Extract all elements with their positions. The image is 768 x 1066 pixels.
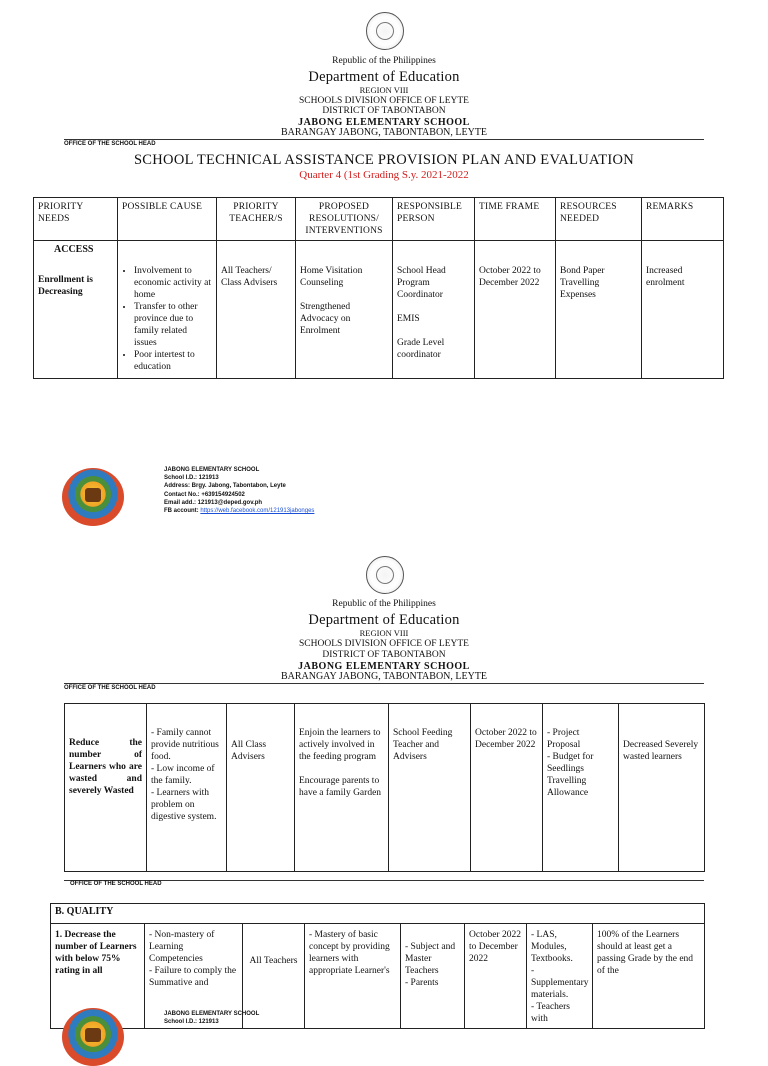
cell-remarks (619, 704, 705, 872)
header-region-2: REGION VIII (359, 628, 409, 638)
header-address: BARANGAY JABONG, TABONTABON, LEYTE (280, 127, 488, 138)
footer-email: Email add.: 121913@deped.gov.ph (164, 499, 263, 506)
footer-school-2: JABONG ELEMENTARY SCHOOL (164, 1011, 260, 1017)
footer-address: Address: Brgy. Jabong, Tabontabon, Leyte (164, 483, 286, 490)
cell-resolutions (296, 241, 393, 379)
col-remarks: REMARKS (642, 198, 724, 241)
cell-resolutions (305, 924, 401, 1029)
col-priority-teachers: PRIORITY TEACHER/S (217, 198, 296, 241)
causes-text: - Non-mastery of Learning Competencies - Failure to comply the Summative and (149, 930, 237, 988)
persons-text: - Subject and Master Teachers - Parents (405, 942, 456, 988)
table-row (34, 241, 724, 379)
teachers-text: All Teachers/ Class Advisers (221, 266, 278, 288)
persons-text: School Feeding Teacher and Advisers (393, 728, 453, 762)
time-text: October 2022 to December 2022 (479, 266, 541, 288)
cell-need (34, 241, 118, 379)
cell-time (475, 241, 556, 379)
school-logo-2 (62, 1008, 124, 1066)
cell-teachers (217, 241, 296, 379)
cell-time (465, 924, 527, 1029)
remarks-text: 100% of the Learners should at least get a passing Grade by the end of the (597, 930, 694, 976)
cell-remarks (593, 924, 705, 1029)
remarks-text: Increased enrolment (646, 266, 685, 288)
teachers-text: All Teachers (249, 956, 298, 966)
list-item: • Involvement to economic activity at home (134, 265, 212, 301)
cell-causes (147, 704, 227, 872)
time-text: October 2022 to December 2022 (475, 728, 537, 750)
remarks-text: Decreased Severely wasted learners (623, 740, 699, 762)
footer-school-id: School I.D.: 121913 (164, 475, 219, 482)
fb-label: FB account: (164, 508, 201, 515)
header-republic: Republic of the Philippines (332, 56, 436, 66)
header-division-2: SCHOOLS DIVISION OFFICE OF LEYTE (299, 639, 469, 649)
time-text: October 2022 to December 2022 (469, 930, 521, 964)
deped-seal-2 (366, 556, 404, 594)
list-item: • Transfer to other province due to family related issues (134, 301, 212, 349)
table-row (65, 704, 705, 872)
col-proposed-resolutions: PROPOSED RESOLUTIONS/ INTERVENTIONS (296, 198, 393, 241)
footer-school: JABONG ELEMENTARY SCHOOL (164, 467, 260, 473)
header-region: REGION VIII (359, 85, 409, 95)
resources-text: - LAS, Modules, Textbooks. - Supplementary materials. - Teachers with (531, 930, 589, 1024)
deped-seal (366, 12, 404, 50)
office-label-2: OFFICE OF THE SCHOOL HEAD (64, 685, 156, 691)
quarter-label: Quarter 4 (1st Grading S.y. 2021-2022 (299, 169, 469, 181)
header-address-2: BARANGAY JABONG, TABONTABON, LEYTE (280, 671, 488, 682)
need-text: Enrollment is Decreasing (38, 275, 93, 297)
cell-resources (527, 924, 593, 1029)
resources-text: - Project Proposal - Budget for Seedlings Travelling Allowance (547, 728, 594, 798)
header-republic-2: Republic of the Philippines (332, 599, 436, 609)
office-label: OFFICE OF THE SCHOOL HEAD (64, 141, 156, 147)
col-time-frame: TIME FRAME (475, 198, 556, 241)
col-priority-needs: PRIORITY NEEDS (34, 198, 118, 241)
table-row (51, 904, 705, 924)
office-label-3: OFFICE OF THE SCHOOL HEAD (70, 881, 162, 887)
header-divider-2 (64, 683, 704, 684)
resolutions-text: Enjoin the learners to actively involved in the feeding program Encourage parents to have a family Garden (299, 728, 382, 798)
resources-text: Bond Paper Travelling Expenses (560, 266, 605, 300)
table-header-row (34, 198, 724, 241)
footer-contact-block (164, 466, 314, 515)
header-department: Department of Education (308, 69, 460, 85)
cell-persons (401, 924, 465, 1029)
cell-need (65, 704, 147, 872)
plan-table-2 (64, 703, 705, 872)
footer-contact: Contact No.: +639154924502 (164, 491, 245, 498)
cell-persons (389, 704, 471, 872)
header-school-2: JABONG ELEMENTARY SCHOOL (298, 661, 470, 672)
col-possible-cause: POSSIBLE CAUSE (118, 198, 217, 241)
plan-title: SCHOOL TECHNICAL ASSISTANCE PROVISION PLAN AND EVALUATION (133, 152, 635, 168)
resolutions-text: - Mastery of basic concept by providing learners with appropriate Learner's (309, 930, 390, 976)
cell-resolutions (295, 704, 389, 872)
col-resources-needed: RESOURCES NEEDED (556, 198, 642, 241)
header-district: DISTRICT OF TABONTABON (322, 106, 446, 116)
footer-fb (164, 507, 314, 515)
cell-resources (556, 241, 642, 379)
causes-text: - Family cannot provide nutritious food. - Low income of the family. - Learners with problem on digestive system. (151, 728, 219, 822)
cell-persons (393, 241, 475, 379)
teachers-text: All Class Advisers (231, 740, 267, 762)
cell-resources (543, 704, 619, 872)
cell-causes (118, 241, 217, 379)
school-logo (62, 468, 124, 526)
col-responsible-person: RESPONSIBLE PERSON (393, 198, 475, 241)
header-department-2: Department of Education (308, 612, 460, 628)
cell-remarks (642, 241, 724, 379)
persons-text: School Head Program Coordinator EMIS Grade Level coordinator (397, 266, 446, 360)
quality-table (50, 903, 705, 1029)
fb-link[interactable]: https://web.facebook.com/121913jabonges (200, 508, 315, 515)
header-divider (64, 139, 704, 140)
footer-school-id-2: School I.D.: 121913 (164, 1019, 219, 1026)
causes-list (122, 265, 212, 373)
header-school: JABONG ELEMENTARY SCHOOL (298, 117, 470, 128)
list-item: • Poor intertest to education (134, 349, 212, 373)
header-division: SCHOOLS DIVISION OFFICE OF LEYTE (299, 96, 469, 106)
section-access: ACCESS (54, 244, 94, 255)
need-text: Reduce the number of Learners who are wasted and severely Wasted (69, 738, 142, 796)
section-quality: B. QUALITY (51, 904, 705, 924)
resolutions-text: Home Visitation Counseling Strengthened Advocacy on Enrolment (300, 266, 363, 336)
table-row (51, 924, 705, 1029)
need-text: 1. Decrease the number of Learners with below 75% rating in all (55, 930, 137, 976)
header-district-2: DISTRICT OF TABONTABON (322, 650, 446, 660)
cell-time (471, 704, 543, 872)
cell-teachers (227, 704, 295, 872)
plan-table (33, 197, 724, 379)
